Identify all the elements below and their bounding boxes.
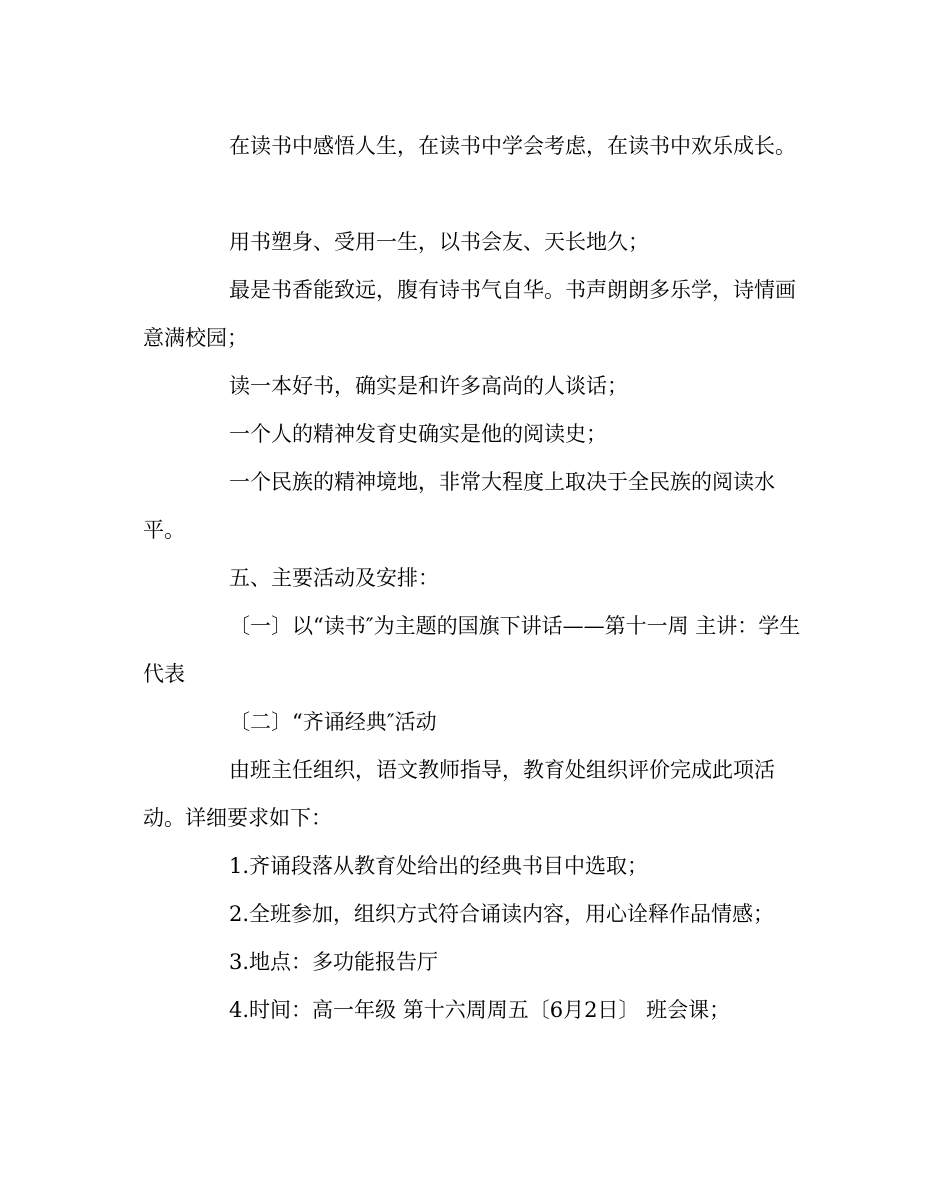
paragraph: 在读书中感悟人生，在读书中学会考虑，在读书中欢乐成长。 [229, 134, 796, 158]
paragraph: 用书塑身、受用一生，以书会友、天长地久； [229, 230, 649, 254]
paragraph: 〔一〕以“读书″为主题的国旗下讲话——第十一周 主讲：学生代表 [143, 614, 801, 686]
paragraph: 一个人的精神发育史确实是他的阅读史； [229, 422, 607, 446]
list-item: 2.全班参加，组织方式符合诵读内容，用心诠释作品情感； [229, 902, 775, 926]
section-heading: 五、主要活动及安排： [229, 566, 439, 590]
list-item: 3.地点：多功能报告厅 [229, 950, 439, 974]
paragraph: 最是书香能致远，腹有诗书气自华。书声朗朗多乐学，诗情画意满校园； [143, 278, 796, 350]
list-item: 4.时间：高一年级 第十六周周五〔6月2日〕 班会课； [229, 998, 731, 1022]
paragraph: 由班主任组织，语文教师指导，教育处组织评价完成此项活动。详细要求如下： [143, 758, 775, 830]
paragraph: 一个民族的精神境地，非常大程度上取决于全民族的阅读水平。 [143, 470, 775, 542]
list-item: 1.齐诵段落从教育处给出的经典书目中选取； [229, 854, 649, 878]
paragraph: 读一本好书，确实是和许多高尚的人谈话； [229, 374, 628, 398]
paragraph: 〔二〕“齐诵经典″活动 [229, 710, 437, 734]
